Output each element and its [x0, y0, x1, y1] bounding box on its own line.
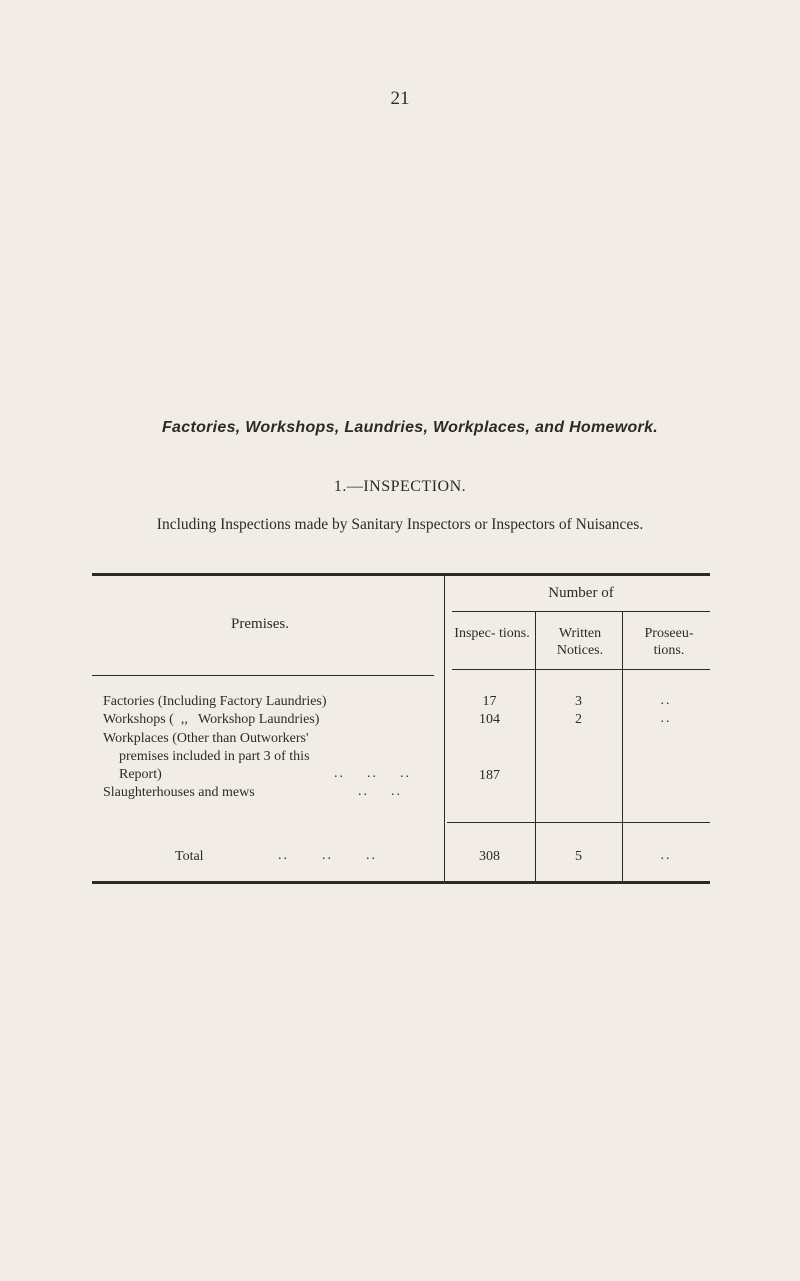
leader-dots: .. .. .. [278, 848, 377, 863]
table-bottom-rule [92, 881, 710, 884]
total-label: Total [175, 849, 204, 864]
section-heading: Factories, Workshops, Laundries, Workplaces, and Homework. [161, 419, 659, 436]
row-inspections: 187 [479, 768, 500, 783]
total-inspections: 308 [479, 849, 500, 864]
leader-dots: .. .. .. [334, 766, 411, 781]
row-inspections: 104 [479, 712, 500, 727]
row-notices: 3 [575, 694, 582, 709]
row-label-continued: premises included in part 3 of this [119, 749, 310, 764]
column-divider [444, 576, 445, 881]
table-subtitle: Including Inspections made by Sanitary Inspectors or Inspectors of Nuisances. [156, 516, 644, 533]
table-top-rule [92, 573, 710, 576]
row-label-continued: Report) [119, 767, 162, 782]
inspections-header: Inspec- tions. [454, 626, 530, 641]
written-notices-header: Written Notices. [556, 626, 604, 658]
row-label: Workplaces (Other than Outworkers' [103, 731, 309, 746]
row-notices: 2 [575, 712, 582, 727]
row-label: Workshops ( ,, Workshop Laundries) [103, 712, 320, 727]
premises-header: Premises. [231, 616, 289, 632]
column-divider [622, 611, 623, 881]
header-rule-left [92, 675, 434, 676]
section-title: 1.—INSPECTION. [333, 478, 467, 495]
total-prosecutions: .. [660, 848, 672, 863]
leader-dots: .. .. [358, 784, 402, 799]
group-header-rule [452, 611, 710, 612]
row-label: Slaughterhouses and mews [103, 785, 255, 800]
total-rule [447, 822, 710, 823]
page-number: 21 [390, 88, 410, 109]
row-prosecutions: .. [660, 711, 672, 726]
column-divider [535, 611, 536, 881]
row-prosecutions: .. [660, 693, 672, 708]
number-of-header: Number of [548, 585, 614, 601]
prosecutions-header: Proseeu- tions. [644, 626, 694, 658]
header-rule-right [452, 669, 710, 670]
row-label: Factories (Including Factory Laundries) [103, 694, 327, 709]
total-notices: 5 [575, 849, 582, 864]
row-inspections: 17 [482, 694, 497, 709]
